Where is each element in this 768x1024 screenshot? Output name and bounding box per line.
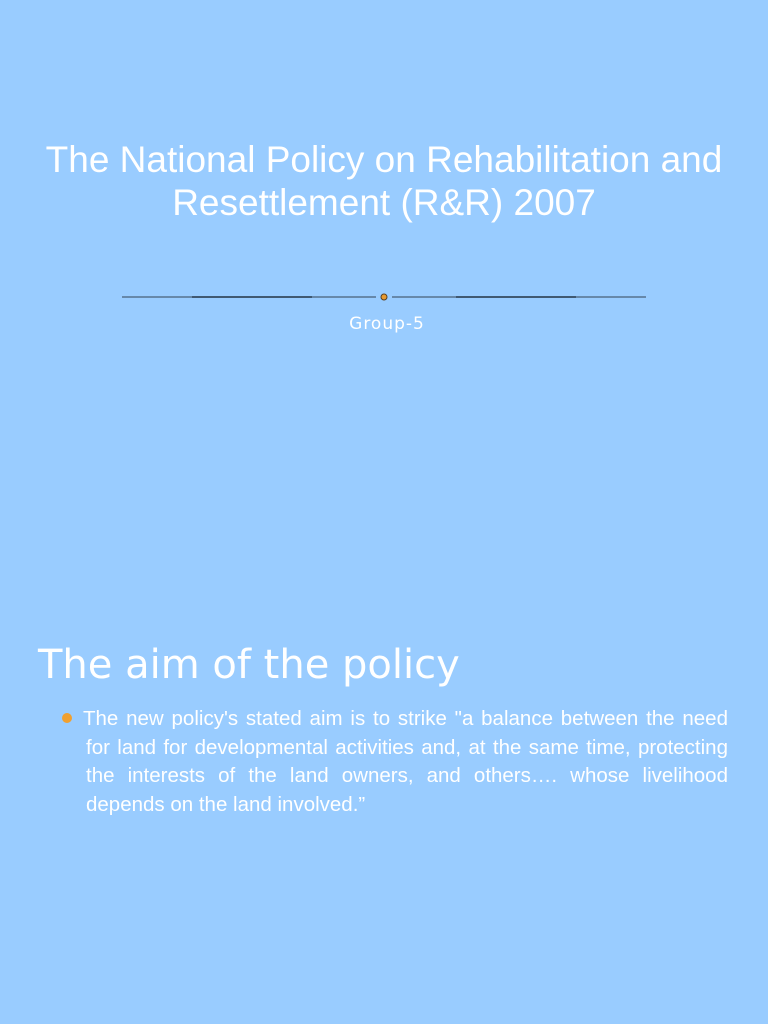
section-heading: The aim of the policy (38, 642, 460, 688)
bullet-text: The new policy's stated aim is to strike "a balance between the need for land for developmental activities and, at the same time, protecting the interests of the land owners, and others…. whose livelihood depends on the land involved.” (83, 707, 728, 816)
title-divider (122, 290, 646, 304)
bullet-list (38, 705, 728, 819)
bullet-dot-icon (62, 713, 72, 723)
slide-title: The National Policy on Rehabilitation and Resettlement (R&R) 2007 (45, 139, 723, 223)
slide-subtitle: Group-5 (349, 314, 425, 334)
list-item (38, 705, 728, 819)
